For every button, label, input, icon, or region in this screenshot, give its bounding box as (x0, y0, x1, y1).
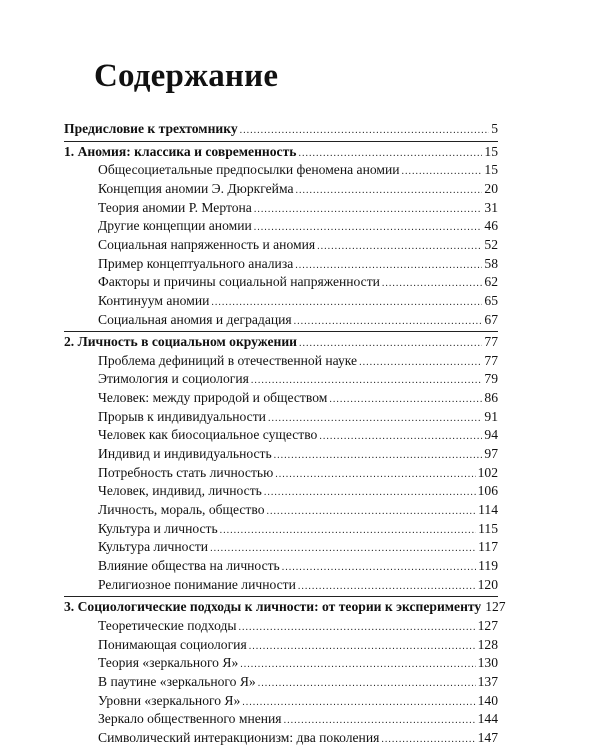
leader-dots (319, 429, 482, 445)
toc-page-number: 15 (484, 143, 498, 159)
toc-page-number: 91 (484, 408, 498, 424)
toc-page-number: 137 (477, 673, 498, 689)
toc-entry-title: Человек: между природой и обществом (98, 390, 328, 406)
toc-page-number: 77 (484, 352, 498, 368)
toc-page-number: 52 (484, 236, 498, 252)
toc-page-number: 127 (477, 617, 498, 633)
leader-dots (254, 202, 483, 218)
toc-entry-title: Этимология и социология (98, 371, 249, 387)
leader-dots (249, 639, 476, 655)
toc-section-heading[interactable] (64, 121, 498, 139)
leader-dots (275, 467, 475, 483)
leader-dots (282, 560, 476, 576)
page-title: Содержание (94, 58, 279, 94)
toc-entry-title: Другие концепции аномии (98, 218, 252, 234)
toc-entry-title: Культура и личность (98, 520, 218, 536)
toc-page-number: 79 (484, 371, 498, 387)
toc-entry-title: Социальная напряженность и аномия (98, 236, 316, 252)
toc-entry-title: Пример концептуального анализа (98, 255, 294, 271)
toc-entry[interactable] (98, 256, 498, 274)
leader-dots (298, 146, 482, 162)
toc-page-number: 106 (477, 483, 498, 499)
toc-entry[interactable] (98, 237, 498, 255)
toc-section-heading[interactable] (64, 334, 498, 352)
toc-page-number: 94 (484, 427, 498, 443)
toc-entry[interactable] (98, 218, 498, 236)
toc-page-number: 147 (477, 729, 498, 745)
leader-dots (381, 732, 475, 748)
toc-entry-title: Факторы и причины социальной напряженности (98, 274, 380, 290)
toc-entry[interactable] (98, 390, 498, 408)
toc-entry-title: Влияние общества на личность (98, 557, 280, 573)
section-divider (64, 141, 498, 142)
toc-entry-title: Человек как биосоциальное существо (98, 427, 318, 443)
toc-entry-title: Континуум аномии (98, 292, 210, 308)
toc-entry-title: Прорыв к индивидуальности (98, 408, 266, 424)
toc-entry[interactable] (98, 293, 498, 311)
leader-dots (268, 411, 482, 427)
toc-entry-title: Потребность стать личностью (98, 464, 274, 480)
toc-page-number: 130 (477, 655, 498, 671)
toc-entry[interactable] (98, 446, 498, 464)
section-divider (64, 596, 498, 597)
toc-page-number: 115 (478, 520, 498, 536)
leader-dots (267, 504, 477, 520)
leader-dots (258, 676, 476, 692)
leader-dots (284, 713, 476, 729)
leader-dots (382, 276, 482, 292)
toc-entry-title: Зеркало общественного мнения (98, 711, 282, 727)
toc-entry-title: Концепция аномии Э. Дюркгейма (98, 180, 294, 196)
leader-dots (295, 258, 482, 274)
toc-page-number: 128 (477, 636, 498, 652)
leader-dots (359, 355, 482, 371)
toc-page-number: 15 (484, 162, 498, 178)
toc-entry-title: Общесоциетальные предпосылки феномена аномии (98, 162, 400, 178)
toc-entry-title: 3. Социологические подходы к личности: от теории к эксперименту (64, 599, 482, 615)
toc-page-number: 117 (478, 539, 498, 555)
toc-section-heading[interactable] (64, 144, 498, 162)
toc-entry[interactable] (98, 539, 498, 557)
toc-page-number: 20 (484, 180, 498, 196)
leader-dots (294, 314, 483, 330)
toc-entry[interactable] (98, 274, 498, 292)
toc-entry[interactable] (98, 409, 498, 427)
toc-page-number: 62 (484, 274, 498, 290)
toc-entry-title: Предисловие к трехтомнику (64, 121, 238, 136)
toc-entry[interactable] (98, 730, 498, 748)
toc-entry-title: Социальная аномия и деградация (98, 311, 292, 327)
toc-section-heading[interactable] (64, 599, 506, 617)
toc-entry-title: Теория «зеркального Я» (98, 655, 239, 671)
toc-page-number: 65 (484, 292, 498, 308)
toc-entry[interactable] (98, 181, 498, 199)
toc-entry-title: Культура личности (98, 539, 209, 555)
toc-page-number: 5 (491, 121, 498, 136)
toc-entry[interactable] (98, 371, 498, 389)
toc-entry-title: Теория аномии Р. Мертона (98, 199, 252, 215)
toc-page-number: 102 (477, 464, 498, 480)
toc-entry-title: Теоретические подходы (98, 617, 237, 633)
toc-page-number: 86 (484, 390, 498, 406)
leader-dots (211, 295, 482, 311)
toc-page-number: 140 (477, 692, 498, 708)
leader-dots (264, 485, 476, 501)
leader-dots (251, 373, 483, 389)
toc-entry[interactable] (98, 502, 498, 520)
leader-dots (296, 183, 483, 199)
leader-dots (274, 448, 483, 464)
toc-entry-title: Проблема дефиниций в отечественной науке (98, 352, 358, 368)
toc-entry[interactable] (98, 637, 498, 655)
leader-dots (240, 657, 475, 673)
toc-entry-title: 1. Аномия: классика и современность (64, 143, 297, 159)
leader-dots (240, 123, 490, 139)
toc-page-number: 97 (484, 446, 498, 462)
toc-entry-title: Индивид и индивидуальность (98, 446, 272, 462)
toc-entry-title: Человек, индивид, личность (98, 483, 262, 499)
toc-entry-title: Понимающая социология (98, 636, 247, 652)
toc-page-number: 127 (485, 599, 506, 615)
leader-dots (254, 220, 483, 236)
leader-dots (210, 541, 476, 557)
leader-dots (220, 523, 476, 539)
toc-page-number: 31 (484, 199, 498, 215)
toc-entry-title: Символический интеракционизм: два поколения (98, 729, 380, 745)
toc-page-number: 58 (484, 255, 498, 271)
toc-entry-title: Личность, мораль, общество (98, 502, 265, 517)
toc-page-number: 119 (478, 557, 498, 573)
toc-entry[interactable] (98, 162, 498, 180)
toc-page-number: 77 (484, 334, 498, 350)
toc-entry[interactable] (98, 521, 498, 539)
toc-page-number: 120 (477, 576, 498, 592)
toc-entry-title: 2. Личность в социальном окружении (64, 334, 297, 350)
toc-entry[interactable] (98, 693, 498, 711)
toc-entry[interactable] (98, 200, 498, 218)
toc-entry[interactable] (98, 558, 498, 576)
toc-page-number: 67 (484, 311, 498, 327)
toc-page-number: 114 (478, 502, 498, 517)
leader-dots (402, 164, 483, 180)
leader-dots (242, 695, 475, 711)
toc-entry[interactable] (98, 674, 498, 692)
leader-dots (329, 392, 482, 408)
toc-entry[interactable] (98, 711, 498, 729)
toc-entry[interactable] (98, 577, 498, 595)
toc-entry[interactable] (98, 353, 498, 371)
toc-page-number: 46 (484, 218, 498, 234)
toc-entry-title: Уровни «зеркального Я» (98, 692, 241, 708)
leader-dots (317, 239, 482, 255)
toc-entry-title: В паутине «зеркального Я» (98, 673, 256, 689)
toc-entry[interactable] (98, 655, 498, 673)
toc-entry[interactable] (98, 618, 498, 636)
toc-entry-title: Религиозное понимание личности (98, 576, 296, 592)
toc-entry[interactable] (98, 465, 498, 483)
leader-dots (298, 579, 476, 595)
toc-page-number: 144 (477, 711, 498, 727)
leader-dots (299, 336, 482, 352)
section-divider (64, 331, 498, 332)
leader-dots (239, 620, 476, 636)
toc-entry[interactable] (98, 312, 498, 330)
toc-entry[interactable] (98, 483, 498, 501)
toc-entry[interactable] (98, 427, 498, 445)
